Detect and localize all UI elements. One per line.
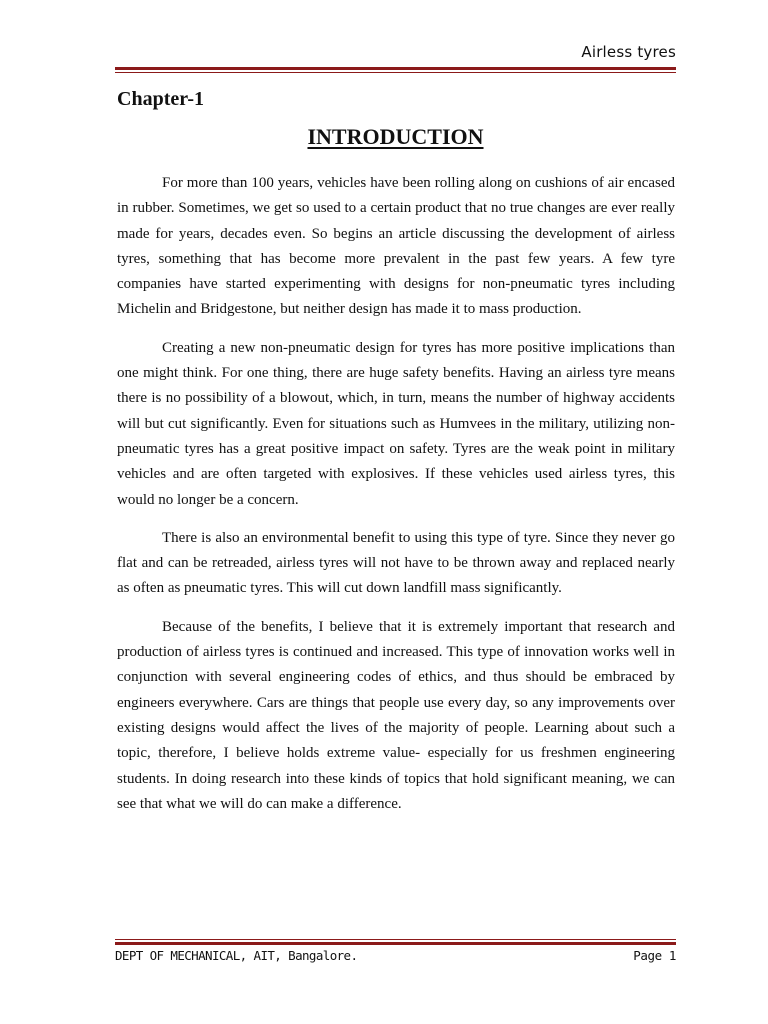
chapter-label: Chapter-1 bbox=[117, 88, 205, 110]
footer-department: DEPT OF MECHANICAL, AIT, Bangalore. bbox=[115, 948, 358, 963]
paragraph: There is also an environmental benefit to using this type of tyre. Since they never go flat and can be retreaded, airless tyres will not have to be thrown away and replaced nearly as often as pneumatic tyres. This will cut down landfill mass significantly. bbox=[117, 529, 675, 597]
paragraph: For more than 100 years, vehicles have been rolling along on cushions of air encased in rubber. Sometimes, we get so used to a certain product that no true changes are ever really made for years, decades even. So begins an article discussing the development of airless tyres, something that has become more prevalent in the past few years. A few tyre companies have started experimenting with designs for non-pneumatic tyres including Michelin and Bridgestone, but neither design has made it to mass production. bbox=[117, 175, 675, 318]
chapter-heading: INTRODUCTION bbox=[307, 124, 484, 149]
paragraph: Because of the benefits, I believe that it is extremely important that research and production of airless tyres is continued and increased. This type of innovation works well in conjunction with several engineering codes of ethics, and thus should be embraced by engineers everywhere. Cars are things that people use every day, so any improvements over existing designs would affect the lives of the majority of people. Learning about such a topic, therefore, I believe holds extreme value- especially for us freshmen engineering students. In doing research into these kinds of topics that hold significant meaning, we can see that what we will do can make a difference. bbox=[117, 618, 675, 812]
body-text bbox=[117, 171, 675, 830]
footer-page-number: Page 1 bbox=[633, 948, 676, 963]
footer-rule bbox=[115, 939, 676, 945]
footer-rule-thin-line bbox=[115, 939, 676, 940]
header-rule bbox=[115, 67, 676, 73]
header-rule-thick-line bbox=[115, 67, 676, 70]
footer-rule-thick-line bbox=[115, 942, 676, 945]
paragraph: Creating a new non-pneumatic design for tyres has more positive implications than one might think. For one thing, there are huge safety benefits. Having an airless tyre means there is no possibility of a blowout, which, in turn, means the number of highway accidents will but cut significantly. Even for situations such as Humvees in the military, utilizing non-pneumatic tyres has a great positive impact on safety. Tyres are the weak point in military vehicles and are often targeted with explosives. If these vehicles used airless tyres, this would no longer be a concern. bbox=[117, 339, 675, 508]
header-rule-thin-line bbox=[115, 72, 676, 73]
running-header-title: Airless tyres bbox=[581, 43, 676, 61]
